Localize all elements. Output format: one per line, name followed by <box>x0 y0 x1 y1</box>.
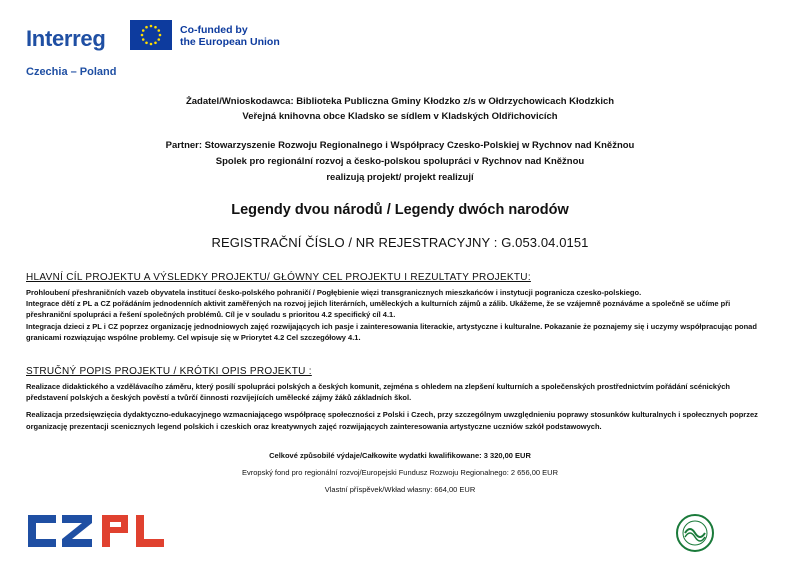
applicant-pl: Żadatel/Wnioskodawca: Biblioteka Publiczna Gminy Kłodzko z/s w Ołdrzychowicach Kłodzkich <box>185 96 615 107</box>
goal-paragraph-1: Prohloubení přeshraničních vazeb obyvatela institucí česko-polského pohraničí / Pogłębienie więzi transgranicznych mieszkańców i instytucji pogranicza czesko-polskiego. <box>26 288 642 297</box>
eu-star-icon <box>145 41 148 44</box>
goal-paragraph-3: Integracja dzieci z PL i CZ poprzez organizację jednodniowych zajęć rozwijających ich pasje i zainteresowania literackie, artystyczne i kulturalne. Pokazanie że poznajemy się i uczymy współpracując ponad granicami rozwiązując wspólne problemy. Cel wpisuje się w Priorytet 4.2 Cel szczegółowy 4.1. <box>26 321 757 342</box>
eu-star-icon <box>150 25 153 28</box>
cz-pl-logo <box>26 513 166 549</box>
project-title: Legendy dvou národů / Legendy dwóch narodów <box>231 202 569 218</box>
description-paragraph-2: Realizacja przedsięwzięcia dydaktyczno-edukacyjnego wzmacniającego współpracę społeczności z Polski i Czech, przy szczególnym uwzględnieniu poprawy stosunków kulturalnych i społecznych poprzez organizację prezentacji scenicznych legend polskich i czeskich oraz kreatywnych zajęć rozwijających zainteresowania artystyczne uczniów szkół podstawowych. <box>26 410 758 431</box>
interreg-logo: Interreg <box>26 26 106 51</box>
costs-block <box>0 451 800 494</box>
partner-cz: Partner: Stowarzyszenie Rozwoju Regionalnego i Współpracy Czesko-Polskiej w Rychnov nad Kněžnou <box>165 140 635 151</box>
eu-line-1: Co-funded by <box>180 24 248 36</box>
ctpl-l-mark <box>136 515 164 547</box>
eu-cofunded-label <box>180 24 280 48</box>
description-paragraph-1: Realizace didaktického a vzdělávacího záměru, který posílí spolupráci polských a českých komunit, zejména s ohledem na zlepšení kulturních a společenských prostřednictvím pořádání scénických představení polských a českých pověstí a tvůrčí činnosti rozvíjejících umělecké zájmy žáků základních škol. <box>26 382 731 403</box>
eu-star-icon <box>157 38 160 41</box>
program-label: Czechia – Poland <box>26 66 117 78</box>
eu-star-icon <box>157 29 160 32</box>
ctpl-p-mark <box>102 515 128 547</box>
eu-flag-icon <box>130 20 172 50</box>
eu-star-icon <box>142 29 145 32</box>
eu-star-icon <box>150 43 153 46</box>
eu-line-2: the European Union <box>180 36 280 48</box>
partner-pl: Spolek pro regionální rozvoj a česko-polskou spolupráci v Rychnov nad Kněžnou <box>215 156 585 167</box>
eu-star-icon <box>141 34 144 37</box>
cost-own: Vlastní příspěvek/Wkład własny: 664,00 EUR <box>324 485 476 494</box>
ctpl-c-mark <box>28 515 56 547</box>
ctpl-z-mark <box>62 515 92 547</box>
eu-star-icon <box>142 38 145 41</box>
goal-section <box>26 272 771 343</box>
eu-star-icon <box>154 26 157 29</box>
eu-star-icon <box>159 34 162 37</box>
cost-efrr: Evropský fond pro regionální rozvoj/Europejski Fundusz Rozwoju Regionalnego: 2 656,00 EUR <box>241 468 558 477</box>
goal-paragraph-2: Integrace dětí z PL a CZ pořádáním jednodenních aktivit zaměřených na rozvoj jejich literárních, uměleckých a kulturních zájmů a zálib. Ukážeme, že se vzájemně poznáváme a společně se učíme při přeshraniční spolupráci a řešení společných problémů. Cíl je v souladu s prioritou 4.2 specifický cíl 4.1. <box>26 299 731 320</box>
partner-block <box>0 140 800 183</box>
partner-realizes: realizują projekt/ projekt realizují <box>326 172 474 183</box>
eu-star-icon <box>145 26 148 29</box>
goal-heading: HLAVNÍ CÍL PROJEKTU A VÝSLEDKY PROJEKTU/ GŁÓWNY CEL PROJEKTU I REZULTATY PROJEKTU: <box>26 272 531 283</box>
cost-total: Celkové způsobilé výdaje/Całkowite wydatki kwalifikowane: 3 320,00 EUR <box>269 451 531 460</box>
description-section <box>26 366 771 432</box>
applicant-cz: Veřejná knihovna obce Kladsko se sídlem v Kladských Oldřichovicích <box>242 111 558 122</box>
registration-number: REGISTRAČNÍ ČÍSLO / NR REJESTRACYJNY : G.053.04.0151 <box>211 235 589 250</box>
description-heading: STRUČNÝ POPIS PROJEKTU / KRÓTKI OPIS PROJEKTU : <box>26 366 312 377</box>
applicant-block <box>0 96 800 122</box>
eu-star-icon <box>154 41 157 44</box>
euroregion-glacensis-seal <box>675 513 715 553</box>
